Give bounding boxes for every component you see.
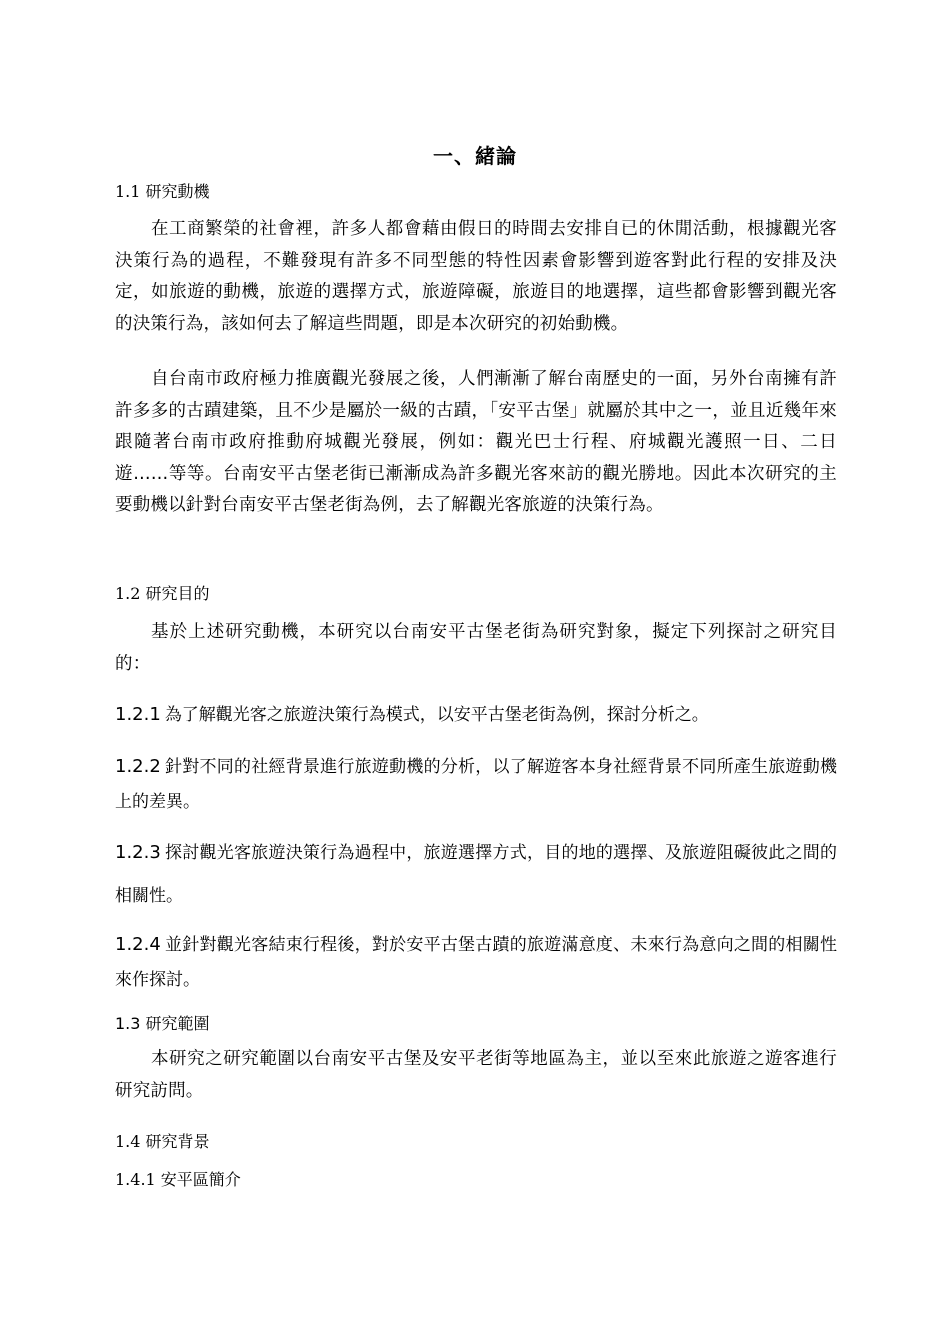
research-goal-4 bbox=[115, 927, 837, 998]
goal-number: 1.2.2 bbox=[115, 756, 161, 777]
goal-text: 探討觀光客旅遊決策行為過程中，旅遊選擇方式，目的地的選擇、及旅遊阻礙彼此之間的相關性。 bbox=[115, 843, 837, 906]
section-heading-1-3 bbox=[115, 1013, 210, 1035]
section-number: 1.3 bbox=[115, 1014, 141, 1033]
section-heading-1-2: 1.2 研究目的 bbox=[115, 584, 210, 603]
goal-text: 為了解觀光客之旅遊決策行為模式，以安平古堡老街為例，探討分析之。 bbox=[164, 705, 709, 725]
chapter-title: 一、緒論 bbox=[433, 144, 517, 168]
subsection-heading-1-4-1: 1.4.1 安平區簡介 bbox=[115, 1170, 241, 1189]
research-goal-3 bbox=[115, 831, 837, 918]
goal-number: 1.2.4 bbox=[115, 934, 161, 955]
research-goal-2 bbox=[115, 749, 837, 820]
scope-paragraph: 本研究之研究範圍以台南安平古堡及安平老街等地區為主，並以至來此旅遊之遊客進行研究訪問。 bbox=[115, 1049, 837, 1101]
research-goal-1 bbox=[115, 700, 837, 730]
motivation-paragraph-2: 自台南市政府極力推廣觀光發展之後，人們漸漸了解台南歷史的一面，另外台南擁有許許多多的古蹟建築，且不少是屬於一級的古蹟，「安平古堡」就屬於其中之一，並且近幾年來跟隨著台南市政府推動府城觀光發展，例如：觀光巴士行程、府城觀光護照一日、二日遊……等等。台南安平古堡老街已漸漸成為許多觀光客來訪的觀光勝地。因此本次研究的主要動機以針對台南安平古堡老街為例，去了解觀光客旅遊的決策行為。 bbox=[115, 369, 837, 515]
section-heading-1-1: 1.1 研究動機 bbox=[115, 182, 210, 201]
goal-number: 1.2.1 bbox=[115, 704, 161, 725]
goal-text: 並針對觀光客結束行程後，對於安平古堡古蹟的旅遊滿意度、未來行為意向之間的相關性來作探討。 bbox=[115, 935, 837, 990]
section-heading-1-4: 1.4 研究背景 bbox=[115, 1132, 210, 1151]
section-title: 研究範圍 bbox=[145, 1014, 210, 1033]
purpose-intro-paragraph: 基於上述研究動機，本研究以台南安平古堡老街為研究對象，擬定下列探討之研究目的： bbox=[115, 622, 837, 674]
goal-number: 1.2.3 bbox=[115, 842, 161, 863]
motivation-paragraph-1: 在工商繁榮的社會裡，許多人都會藉由假日的時間去安排自已的休閒活動，根據觀光客決策行為的過程，不難發現有許多不同型態的特性因素會影響到遊客對此行程的安排及決定，如旅遊的動機，旅遊的選擇方式，旅遊障礙，旅遊目的地選擇，這些都會影響到觀光客的決策行為，該如何去了解這些問題，即是本次研究的初始動機。 bbox=[115, 219, 837, 334]
goal-text: 針對不同的社經背景進行旅遊動機的分析，以了解遊客本身社經背景不同所產生旅遊動機上的差異。 bbox=[115, 757, 837, 812]
